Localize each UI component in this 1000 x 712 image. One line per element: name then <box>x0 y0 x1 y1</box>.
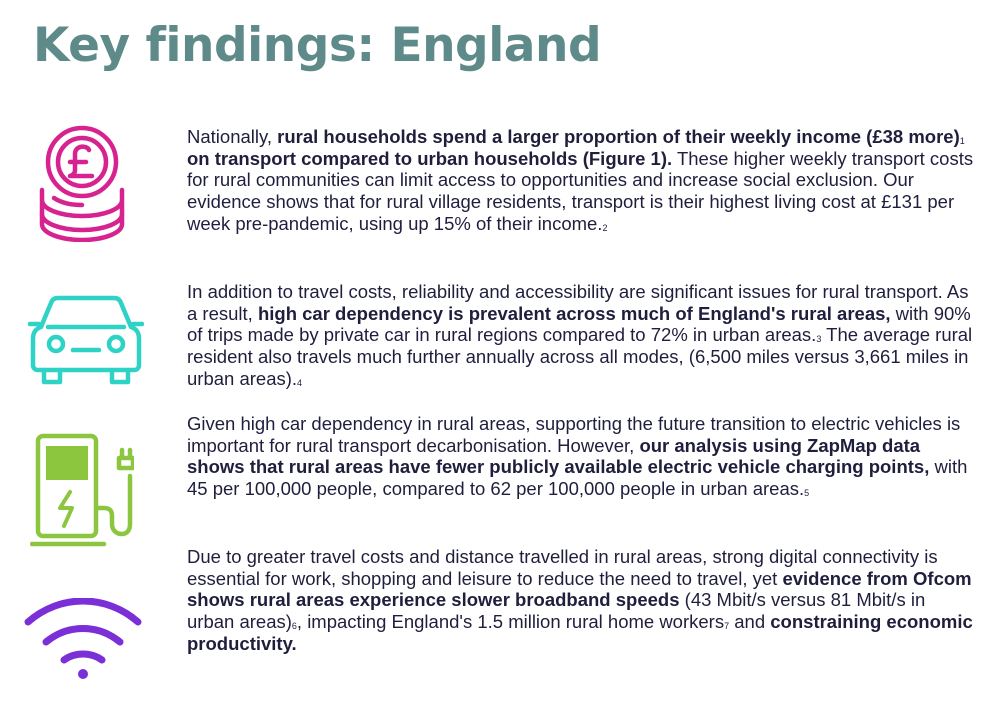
body-text: with 90% of trips made by private car in rural regions compared to 72% in urban areas. <box>187 302 971 346</box>
bold-text: on transport compared to urban households (Figure 1). <box>187 147 673 169</box>
body-text: , impacting England's 1.5 million rural home workers <box>296 611 725 633</box>
bold-text: rural households spend a larger proportion of their weekly income (£38 more) <box>277 126 960 147</box>
body-text: Due to greater travel costs and distance travelled in rural areas, strong digital connectivity is essential for work, shopping and leisure to reduce the need to travel, yet <box>187 546 938 589</box>
body-text: These higher weekly transport costs for rural communities can limit access to opportunities and increase social exclusion. Our evidence shows that for rural village residents, transport is their highest living cost at £131 per week pre-pandemic, using up 15% of their income. <box>187 147 974 234</box>
finding-car-dependency <box>187 281 977 390</box>
body-text: and <box>729 611 771 633</box>
bold-text: evidence from Ofcom shows rural areas experience slower broadband speeds <box>187 567 972 611</box>
body-text: Nationally, <box>187 126 278 147</box>
footnote-ref: 6 <box>291 621 297 632</box>
footnote-ref: 2 <box>602 222 608 233</box>
page-title: Key findings: England <box>33 18 602 73</box>
footnote-ref: 3 <box>816 334 822 345</box>
bold-text: our analysis using ZapMap data shows that rural areas have fewer publicly available electric vehicle charging points, <box>187 434 930 478</box>
body-text: with 45 per 100,000 people, compared to 62 per 100,000 people in urban areas. <box>187 456 968 500</box>
footnote-ref: 4 <box>297 377 303 388</box>
footnote-ref: 1 <box>959 136 965 146</box>
ev-charger-icon <box>30 432 134 550</box>
car-icon <box>28 290 144 386</box>
coins-pound-icon <box>32 122 136 242</box>
body-text: The average rural resident also travels much further annually across all modes, (6,500 miles versus 3,661 miles in urban areas). <box>187 324 973 389</box>
finding-broadband <box>187 546 977 655</box>
bold-text: constraining economic productivity. <box>187 611 973 654</box>
footnote-ref: 5 <box>804 488 810 499</box>
finding-ev-charging <box>187 413 977 500</box>
wifi-icon <box>22 598 144 680</box>
bold-text: high car dependency is prevalent across much of England's rural areas, <box>257 302 891 324</box>
body-text: Given high car dependency in rural areas, supporting the future transition to electric vehicles is important for rural transport decarbonisation. However, <box>187 413 961 456</box>
body-text: In addition to travel costs, reliability and accessibility are significant issues for rural transport. As a result, <box>187 281 969 324</box>
footnote-ref: 7 <box>724 621 730 632</box>
finding-transport-spend <box>187 126 977 235</box>
body-text: (43 Mbit/s versus 81 Mbit/s in urban areas) <box>187 589 926 633</box>
